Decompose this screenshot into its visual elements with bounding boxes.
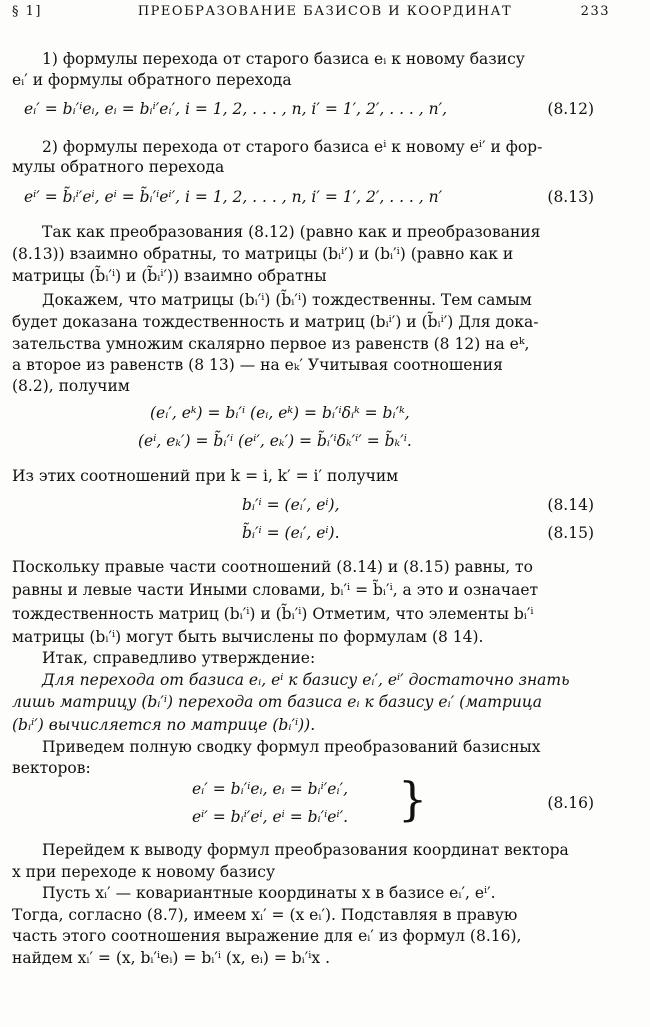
text-line: найдем xᵢ′ = (x, bᵢ′ⁱeᵢ) = bᵢ′ⁱ (x, eᵢ) = bᵢ′ⁱx . xyxy=(12,949,331,967)
text-line: x при переходе к новому базису xyxy=(12,863,276,881)
equation-number: (8.13) xyxy=(547,188,594,206)
text-line: 2) формулы перехода от старого базиса eⁱ к новому eⁱ′ и фор- xyxy=(42,138,543,156)
text-line: зательства умножим скалярно первое из равенств (8 12) на eᵏ, xyxy=(12,335,530,353)
text-line: Докажем, что матрицы (bᵢ′ⁱ) (b̃ᵢ′ⁱ) тождественны. Тем самым xyxy=(42,291,532,309)
right-brace: } xyxy=(398,772,428,826)
text-line: будет доказана тождественность и матриц (bᵢⁱ′) и (b̃ᵢⁱ′) Для дока- xyxy=(12,313,539,331)
equation: (eⁱ, eₖ′) = b̃ᵢ′ⁱ (eⁱ′, eₖ′) = b̃ᵢ′ⁱδₖ′ⁱ′ = b̃ₖ′ⁱ. xyxy=(138,432,412,450)
text-line: матрицы (b̃ᵢ′ⁱ) и (b̃ᵢⁱ′)) взаимно обратны xyxy=(12,267,327,285)
equation-number: (8.12) xyxy=(547,100,594,118)
page-number: 233 xyxy=(580,4,610,19)
section-mark: § 1] xyxy=(12,4,42,19)
equation: eⁱ′ = bᵢⁱ′eⁱ, eⁱ = bᵢ′ⁱeⁱ′. xyxy=(192,808,349,826)
text-line: часть этого соотношения выражение для eᵢ′ из формул (8.16), xyxy=(12,927,522,945)
text-line: мулы обратного перехода xyxy=(12,158,225,176)
text-line: Поскольку правые части соотношений (8.14) и (8.15) равны, то xyxy=(12,558,533,576)
text-line: Итак, справедливо утверждение: xyxy=(42,649,316,667)
theorem-line: лишь матрицу (bᵢ′ⁱ) перехода от базиса eᵢ к базису eᵢ′ (матрица xyxy=(12,693,542,711)
text-line: тождественность матриц (bᵢ′ⁱ) и (b̃ᵢ′ⁱ) Отметим, что элементы bᵢ′ⁱ xyxy=(12,605,534,623)
text-line: Тогда, согласно (8.7), имеем xᵢ′ = (x eᵢ′). Подставляя в правую xyxy=(12,906,518,924)
equation: eⁱ′ = b̃ᵢⁱ′eⁱ, eⁱ = b̃ᵢ′ⁱeⁱ′, i = 1, 2, . . . , n, i′ = 1′, 2′, . . . , n′ xyxy=(24,188,443,206)
text-line: Приведем полную сводку формул преобразований базисных xyxy=(42,738,541,756)
equation: eᵢ′ = bᵢ′ⁱeᵢ, eᵢ = bᵢⁱ′eᵢ′, i = 1, 2, . . . , n, i′ = 1′, 2′, . . . , n′, xyxy=(24,100,448,118)
text-line: (8.2), получим xyxy=(12,377,130,395)
text-line: eᵢ′ и формулы обратного перехода xyxy=(12,71,292,89)
equation: (eᵢ′, eᵏ) = bᵢ′ⁱ (eᵢ, eᵏ) = bᵢ′ⁱδᵢᵏ = bᵢ′ᵏ, xyxy=(150,404,410,422)
equation: eᵢ′ = bᵢ′ⁱeᵢ, eᵢ = bᵢⁱ′eᵢ′, xyxy=(192,780,349,798)
text-line: равны и левые части Иными словами, bᵢ′ⁱ = b̃ᵢ′ⁱ, а это и означает xyxy=(12,581,539,599)
text-line: Из этих соотношений при k = i, k′ = i′ получим xyxy=(12,467,399,485)
running-title: ПРЕОБРАЗОВАНИЕ БАЗИСОВ И КООРДИНАТ xyxy=(137,4,513,19)
theorem-line: (bᵢⁱ′) вычисляется по матрице (bᵢ′ⁱ)). xyxy=(12,716,316,734)
running-header xyxy=(12,4,638,26)
text-line: векторов: xyxy=(12,759,91,777)
text-line: (8.13)) взаимно обратны, то матрицы (bᵢⁱ′) и (bᵢ′ⁱ) (равно как и xyxy=(12,245,514,263)
theorem-line: Для перехода от базиса eᵢ, eⁱ к базису eᵢ′, eⁱ′ достаточно знать xyxy=(42,671,570,689)
text-line: Перейдем к выводу формул преобразования координат вектора xyxy=(42,841,569,859)
equation-number: (8.14) xyxy=(547,496,594,514)
equation-number: (8.15) xyxy=(547,524,594,542)
equation: b̃ᵢ′ⁱ = (eᵢ′, eⁱ). xyxy=(242,524,340,542)
text-line: а второе из равенств (8 13) — на eₖ′ Учитывая соотношения xyxy=(12,356,503,374)
equation-number: (8.16) xyxy=(547,794,594,812)
text-line: матрицы (bᵢ′ⁱ) могут быть вычислены по формулам (8 14). xyxy=(12,628,484,646)
text-line: Так как преобразования (8.12) (равно как и преобразования xyxy=(42,223,541,241)
equation: bᵢ′ⁱ = (eᵢ′, eⁱ), xyxy=(242,496,340,514)
text-line: Пусть xᵢ′ — ковариантные координаты x в базисе eᵢ′, eⁱ′. xyxy=(42,884,496,902)
text-line: 1) формулы перехода от старого базиса eᵢ к новому базису xyxy=(42,50,525,68)
